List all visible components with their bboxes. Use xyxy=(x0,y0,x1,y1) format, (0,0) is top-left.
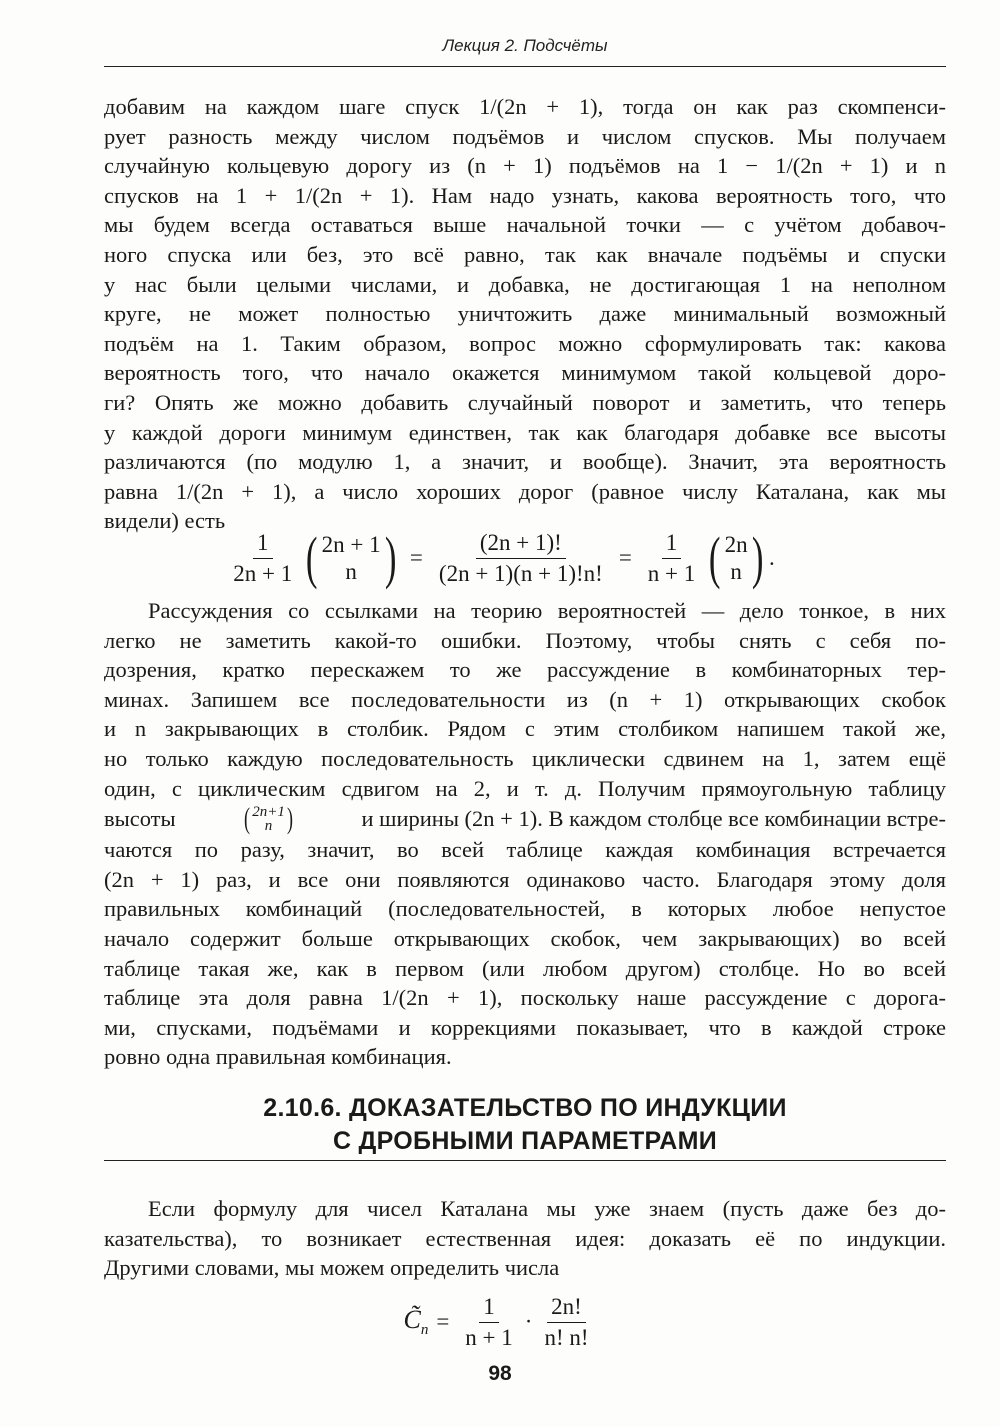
running-title: Лекция 2. Подсчёты xyxy=(442,36,608,55)
text-line: минах. Запишем все последовательности из (n + 1) открывающих скобок xyxy=(104,686,946,712)
binomial-coefficient xyxy=(705,525,767,590)
text-line: один, с циклическим сдвигом на 2, и т. д. Получим прямоугольную таблицу xyxy=(104,775,946,801)
numerator: 1 xyxy=(662,530,682,559)
text-line: круге, не может полностью уничтожить даже минимальный возможный xyxy=(104,301,946,327)
numerator: 2n! xyxy=(547,1294,586,1323)
section-rule xyxy=(104,1160,946,1161)
text-line: рует разность между числом подъёмов и числом спусков. Мы получаем xyxy=(104,123,946,149)
text-line: равна 1/(2n + 1), а число хороших дорог (равное числу Каталана, как мы xyxy=(104,478,946,504)
denominator: 2n + 1 xyxy=(233,560,293,586)
right-paren: ) xyxy=(751,525,764,590)
text-line: вероятность того, что начало окажется минимумом такой кольцевой доро- xyxy=(104,360,946,386)
fraction xyxy=(644,530,699,587)
equals-sign: = xyxy=(618,545,632,570)
text-line: ми, спусками, подъёмами и коррекциями показывает, что в каждой строке xyxy=(104,1014,946,1040)
text-line: видели) есть xyxy=(104,508,226,534)
text-line: чаются по разу, значит, во всей таблице каждая комбинация встречается xyxy=(104,837,946,863)
c-tilde-symbol: $C̃_n$ xyxy=(403,1304,429,1339)
text-line: у каждой дороги минимум единствен, так как благодаря добавке все высоты xyxy=(104,419,946,445)
fraction xyxy=(435,530,607,587)
text-line: ровно одна правильная комбинация. xyxy=(104,1044,452,1070)
text-line: дозрения, кратко перескажем то же рассуждение в комбинаторных тер- xyxy=(104,657,946,683)
paragraph-3 xyxy=(104,1194,946,1283)
text-line: подъём на 1. Таким образом, вопрос можно сформулировать так: какова xyxy=(104,330,946,356)
right-paren: ) xyxy=(384,525,397,590)
text-line: и n закрывающих в столбик. Рядом с этим столбиком напишем такой же, xyxy=(104,716,946,742)
equals-sign: = xyxy=(409,545,423,570)
inline-text: высоты xyxy=(104,806,176,832)
paragraph-1 xyxy=(104,92,946,536)
fraction xyxy=(540,1294,592,1351)
section-title xyxy=(104,1092,946,1158)
numerator: 1 xyxy=(253,530,273,559)
header-rule xyxy=(104,66,946,67)
text-line: Если формулу для чисел Каталана мы уже знаем (пусть даже без до- xyxy=(148,1196,946,1221)
fraction xyxy=(461,1294,516,1351)
text-line: (2n + 1) раз, и все они появляются одинаково часто. Благодаря этому доля xyxy=(104,866,946,892)
text-line: правильных комбинаций (последовательностей, в которых любое непустое xyxy=(104,896,946,922)
text-line: различаются (по модулю 1, а значит, и вообще). Значит, эта вероятность xyxy=(104,449,946,475)
text-line: случайную кольцевую дорогу из (n + 1) подъёмов на 1 − 1/(2n + 1) и n xyxy=(104,153,946,179)
text-line: Другими словами, мы можем определить числа xyxy=(104,1255,560,1281)
text-line: начало содержит больше открывающих скобок, чем закрывающих) во всей xyxy=(104,925,946,951)
binomial-top: 2n+1 xyxy=(252,804,285,821)
denominator: (2n + 1)(n + 1)!n! xyxy=(438,560,603,586)
section-title-line: 2.10.6. ДОКАЗАТЕЛЬСТВО ПО ИНДУКЦИИ xyxy=(263,1094,787,1122)
paragraph-2 xyxy=(104,596,946,1072)
denominator: n + 1 xyxy=(465,1324,513,1350)
multiply-dot: · xyxy=(524,1309,533,1334)
numerator: 1 xyxy=(479,1294,499,1323)
text-line: казательства), то возникает естественная идея: доказать её по индукции. xyxy=(104,1225,946,1251)
text-line: таблице такая же, как в первом (или любом другом) столбце. Но во всей xyxy=(104,955,946,981)
formula-period: . xyxy=(768,545,775,570)
equals-sign: = xyxy=(436,1309,450,1334)
page-number: 98 xyxy=(488,1362,512,1385)
denominator: n + 1 xyxy=(647,560,696,586)
text-line: у нас были целыми числами, и добавка, не достигающая 1 на неполном xyxy=(104,271,946,297)
catalan-formula xyxy=(0,526,1000,590)
denominator: n! n! xyxy=(544,1324,589,1350)
binomial-bottom: n xyxy=(264,818,273,835)
binomial-bottom: n xyxy=(730,559,742,584)
fraction xyxy=(229,530,296,587)
text-line: ного спуска или без, это всё равно, так как вначале подъёмы и спуски xyxy=(104,241,946,267)
text-line: добавим на каждом шаге спуск 1/(2n + 1), тогда он как раз скомпенси- xyxy=(104,94,946,119)
left-paren: ( xyxy=(709,525,721,590)
subscript-n: n xyxy=(420,1322,429,1339)
inline-text: и ширины (2n + 1). В каждом столбце все комбинации встре- xyxy=(361,806,946,832)
left-paren: ( xyxy=(306,525,318,590)
text-line: ги? Опять же можно добавить случайный поворот и заметить, что теперь xyxy=(104,389,946,415)
text-line: мы будем всегда оставаться выше начальной точки — с учётом добавоч- xyxy=(104,212,946,238)
section-title-line: С ДРОБНЫМИ ПАРАМЕТРАМИ xyxy=(332,1127,718,1155)
text-line: спусков на 1 + 1/(2n + 1). Нам надо узнать, какова вероятность того, что xyxy=(104,182,946,208)
text-line-with-binomial xyxy=(104,803,946,835)
text-line: таблице эта доля равна 1/(2n + 1), поскольку наше рассуждение с дорога- xyxy=(104,985,946,1011)
binomial-top: 2n + 1 xyxy=(321,532,381,557)
binomial-coefficient xyxy=(302,525,400,590)
text-line: но только каждую последовательность циклически сдвинем на 1, затем ещё xyxy=(104,745,946,771)
text-line: Рассуждения со ссылками на теорию вероятностей — дело тонкое, в них xyxy=(148,598,946,623)
numerator: (2n + 1)! xyxy=(476,530,566,559)
catalan-definition-formula xyxy=(0,1290,1000,1354)
text-line: легко не заметить какой-то ошибки. Поэтому, чтобы снять с себя по- xyxy=(104,627,946,653)
binomial-top: 2n xyxy=(724,532,748,557)
inline-binomial: ( 2n+1 n ) xyxy=(244,802,293,836)
binomial-bottom: n xyxy=(345,559,357,584)
